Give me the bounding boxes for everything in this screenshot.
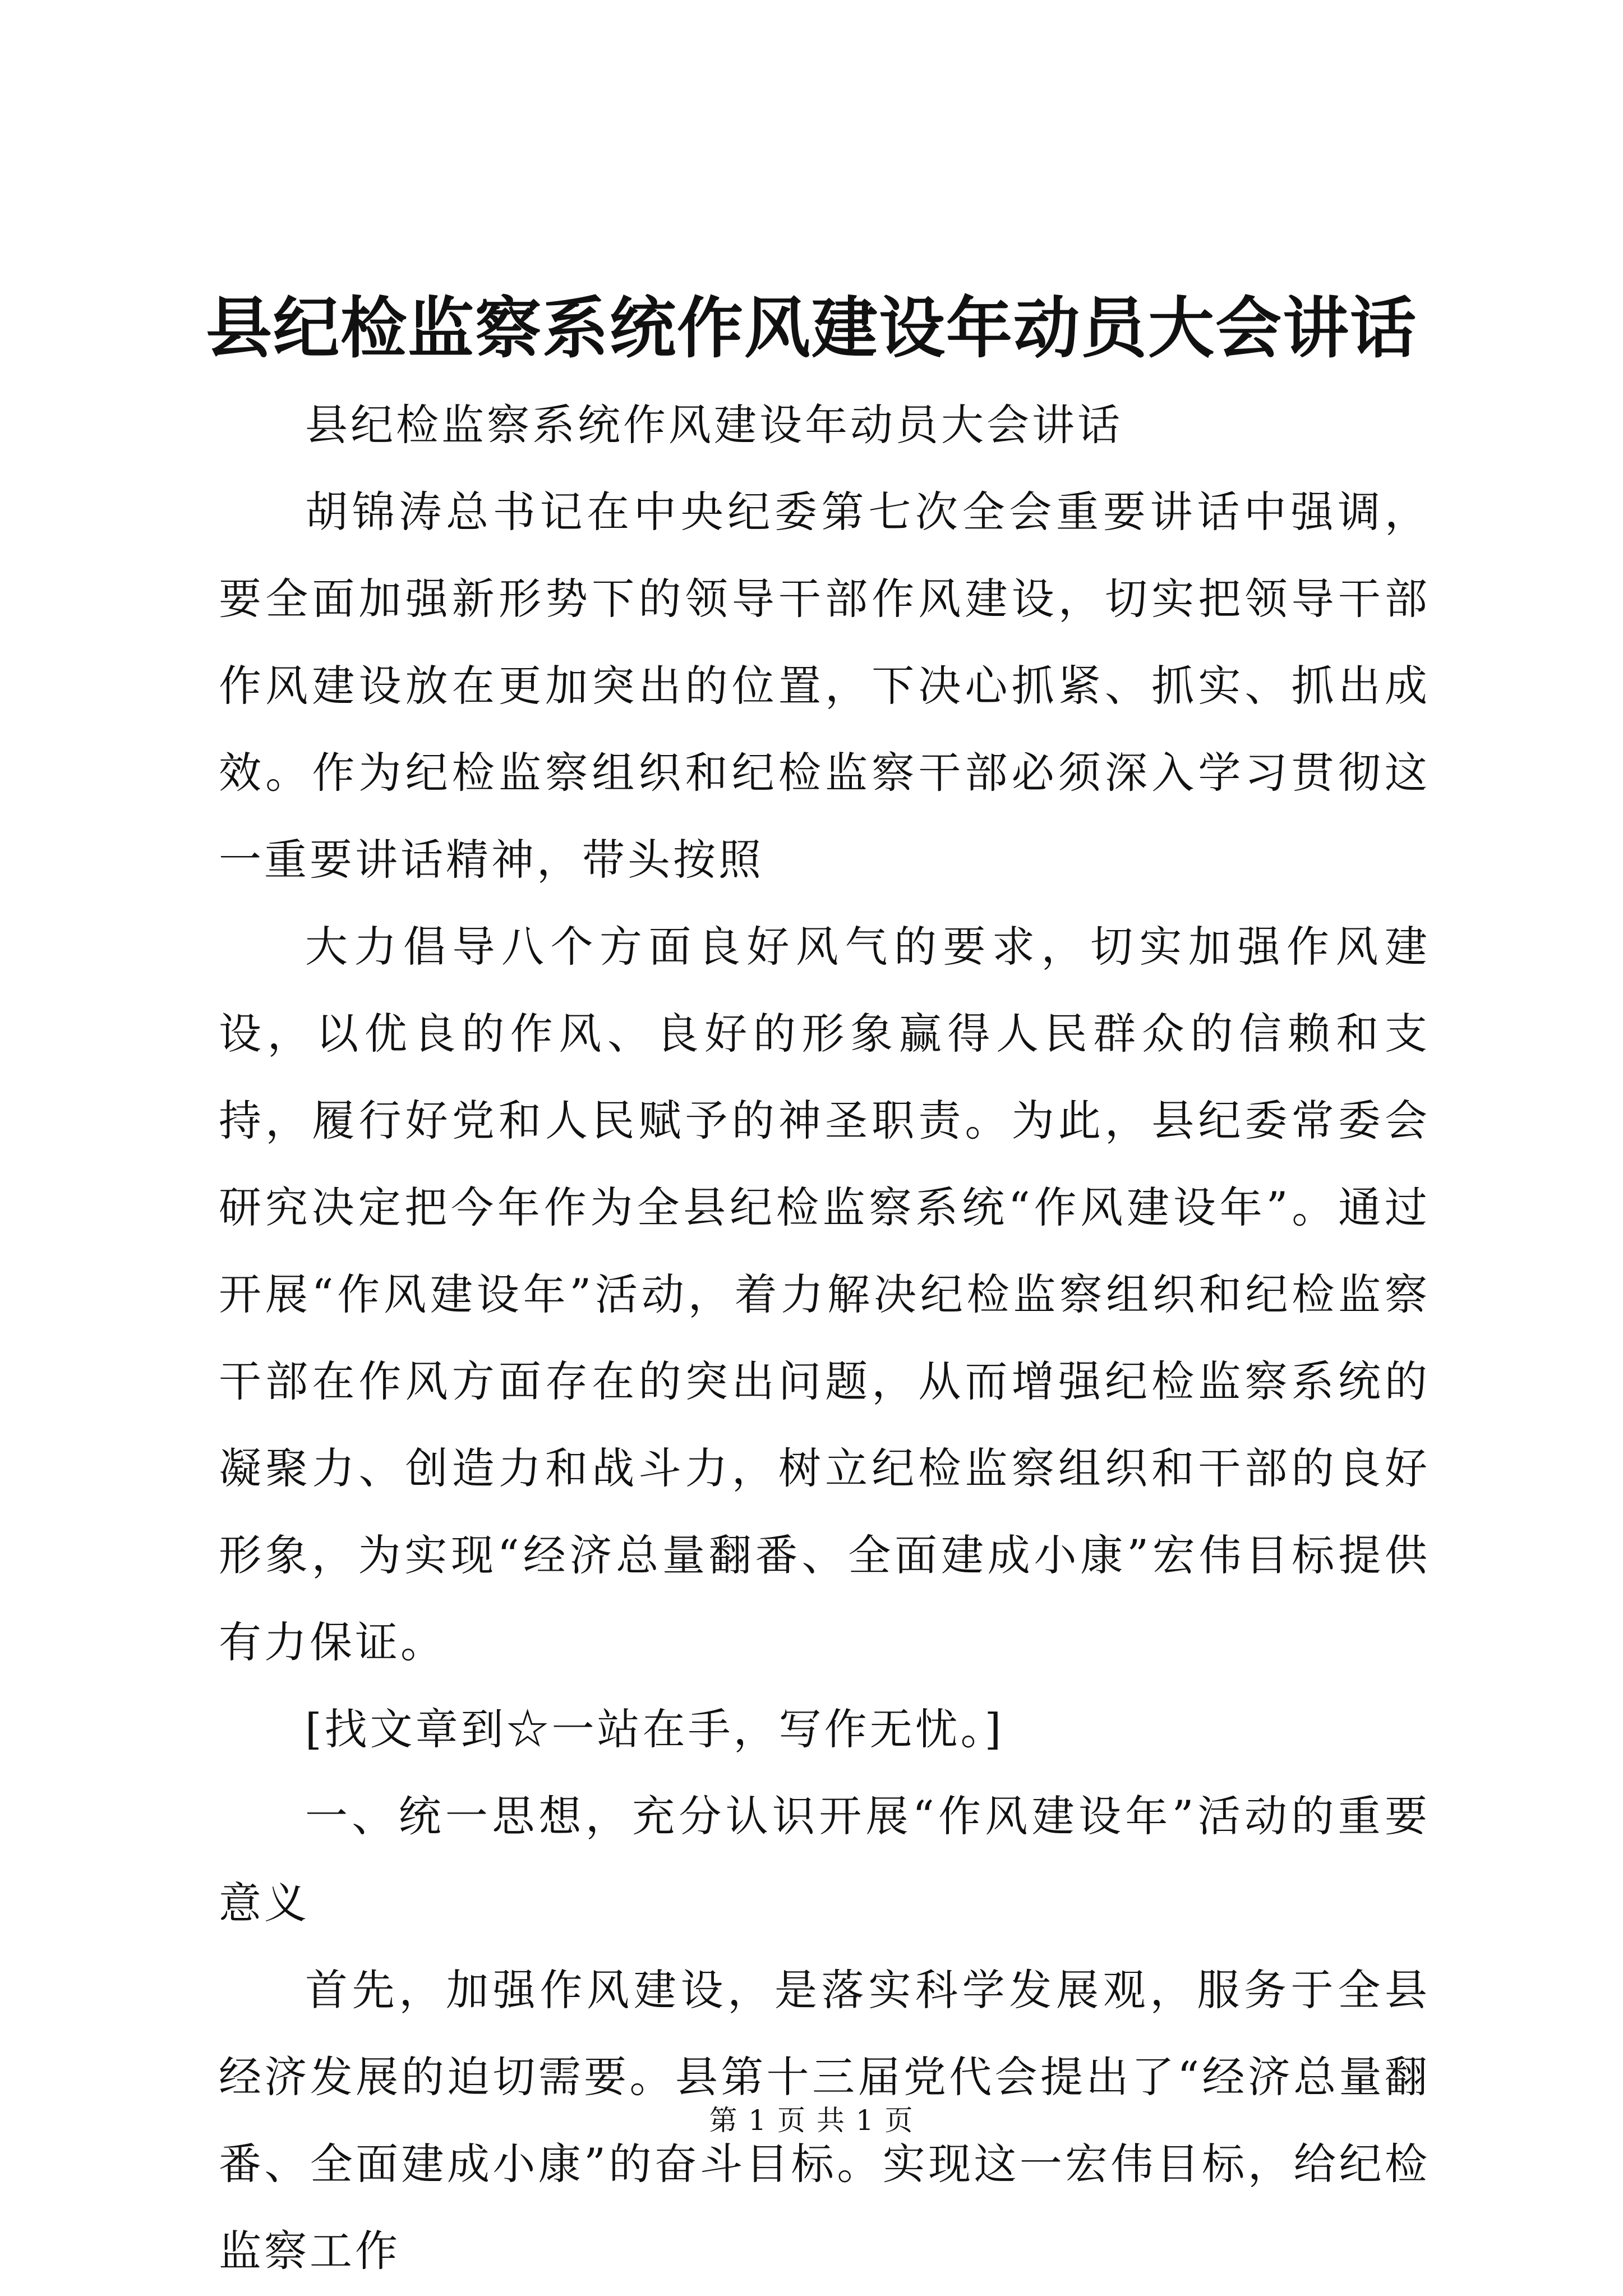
body-paragraph: [找文章到☆一站在手，写作无忧。]	[305, 1704, 1004, 1754]
document-title: 县纪检监察系统作风建设年动员大会讲话	[205, 289, 1417, 367]
body-paragraph: 大力倡导八个方面良好风气的要求，切实加强作风建设，以优良的作风、良好的形象赢得人民群众的信赖和支持，履行好党和人民赋予的神圣职责。为此，县纪委常委会研究决定把今年作为全县纪检监察系统“作风建设年”。通过开展“作风建设年”活动，着力解决纪检监察组织和纪检监察干部在作风方面存在的突出问题，从而增强纪检监察系统的凝聚力、创造力和战斗力，树立纪检监察组织和干部的良好形象，为实现“经济总量翻番、全面建成小康”宏伟目标提供有力保证。	[219, 922, 1430, 1667]
document-body	[219, 381, 1430, 2294]
section-heading: 一、统一思想，充分认识开展“作风建设年”活动的重要意义	[219, 1791, 1430, 1928]
body-paragraph: 胡锦涛总书记在中央纪委第七次全会重要讲话中强调，要全面加强新形势下的领导干部作风建设，切实把领导干部作风建设放在更加突出的位置，下决心抓紧、抓实、抓出成效。作为纪检监察组织和纪检监察干部必须深入学习贯彻这一重要讲话精神，带头按照	[219, 487, 1430, 885]
page-footer: 第 1 页 共 1 页	[709, 2104, 914, 2137]
subtitle-paragraph: 县纪检监察系统作风建设年动员大会讲话	[305, 400, 1123, 450]
body-paragraph: 首先，加强作风建设，是落实科学发展观，服务于全县经济发展的迫切需要。县第十三届党代会提出了“经济总量翻番、全面建成小康”的奋斗目标。实现这一宏伟目标，给纪检监察工作	[219, 1965, 1430, 2276]
